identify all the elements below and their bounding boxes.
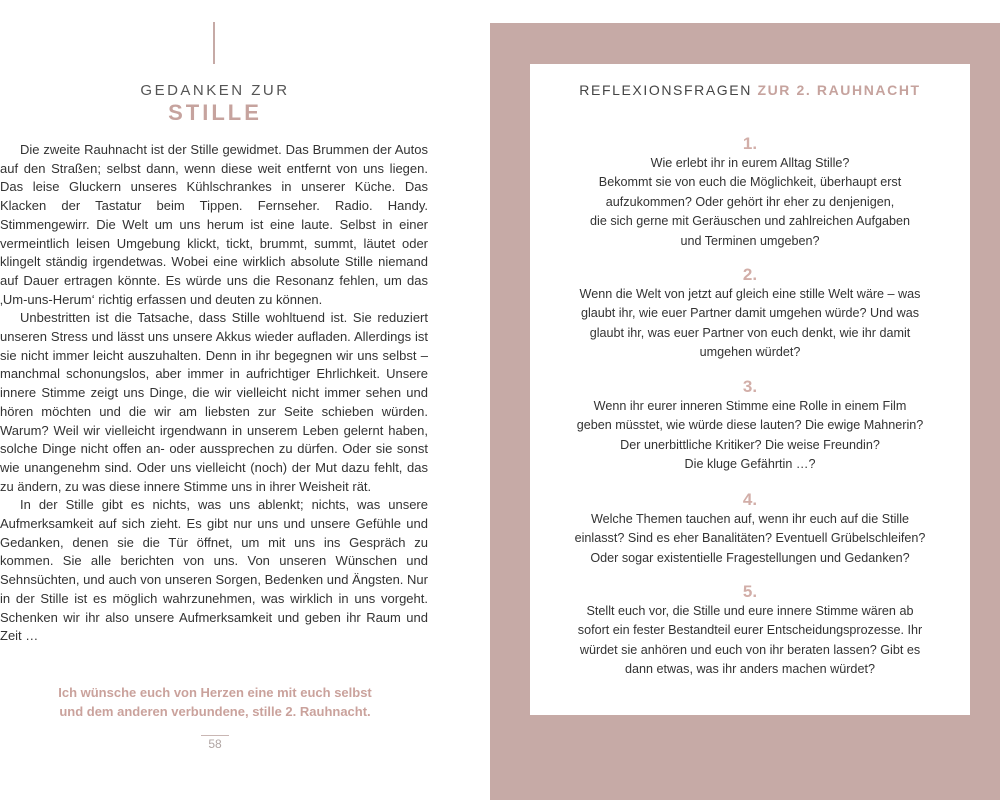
question-4 (530, 490, 970, 568)
question-number: 3. (742, 377, 758, 396)
question-line: geben müsstet, wie würde diese lauten? Die ewige Mahnerin? (576, 418, 924, 433)
closing-wish-line: Ich wünsche euch von Herzen eine mit euch selbst (58, 685, 372, 700)
question-line: Stellt euch vor, die Stille und eure innere Stimme wären ab (586, 604, 914, 618)
question-line: Der unerbittliche Kritiker? Die weise Freundin? (620, 437, 880, 452)
closing-wish-line: und dem anderen verbundene, stille 2. Rauhnacht. (59, 704, 371, 719)
question-line: aufzukommen? Oder gehört ihr eher zu denjenigen, (605, 194, 895, 209)
question-line: dann etwas, was ihr anders machen würdet? (625, 662, 875, 677)
question-number: 4. (742, 490, 758, 509)
question-2 (530, 265, 970, 363)
question-line: und Terminen umgeben? (680, 233, 820, 248)
page-number-rule (201, 735, 229, 736)
question-line: Welche Themen tauchen auf, wenn ihr euch auf die Stille (590, 512, 910, 526)
question-number: 1. (742, 134, 758, 153)
question-line: Wie erlebt ihr in eurem Alltag Stille? (650, 156, 850, 170)
page-number: 58 (208, 737, 222, 751)
card-title-accent: ZUR 2. RAUHNACHT (757, 82, 921, 98)
top-divider (213, 22, 215, 64)
question-5 (530, 582, 970, 680)
question-3 (530, 377, 970, 475)
body-paragraph: Unbestritten ist die Tatsache, dass Stille wohltuend ist. Sie reduziert unseren Stress und lässt uns unsere Akkus wieder aufladen. Allerdings ist sie nicht immer leicht auszuhalten. Denn in ihr begegnen wir uns selbst – manchmal schonungslos, aber immer in aufrichtiger Ehrlichkeit. Unsere innere Stimme zeigt uns Dinge, die wir vielleicht nicht immer sehen und hören möchten und die wir am liebsten zur Seite schieben würden. Warum? Weil wir vielleicht irgendwann in unserem Leben gelernt haben, solche Dinge nicht offen an- oder aussprechen zu dürfen. Oder sie sonst wie unangenehm sind. Oder uns vielleicht (noch) der Mut dazu fehlt, das zu ändern, zu was diese innere Stimme uns in ihrer Weisheit rät. (0, 310, 428, 494)
question-text (530, 154, 970, 251)
question-line: einlasst? Sind es eher Banalitäten? Eventuell Grübelschleifen? (574, 531, 926, 546)
question-line: die sich gerne mit Geräuschen und zahlreichen Aufgaben (590, 214, 910, 229)
section-kicker: GEDANKEN ZUR (140, 82, 290, 99)
reflection-card (530, 64, 970, 715)
question-text (530, 397, 970, 475)
question-line: Bekommt sie von euch die Möglichkeit, überhaupt erst (598, 175, 902, 190)
card-title-main: REFLEXIONSFRAGEN (579, 82, 752, 98)
card-title (530, 82, 970, 98)
question-text (530, 510, 970, 568)
question-line: glaubt ihr, was euer Partner von euch denkt, wie ihr damit (589, 325, 911, 340)
question-line: umgehen würdet? (699, 345, 801, 360)
question-line: sofort ein fester Bestandteil eurer Entscheidungsprozesse. Ihr (577, 623, 923, 638)
body-paragraph: Die zweite Rauhnacht ist der Stille gewidmet. Das Brummen der Autos auf den Straßen; selbst dann, wenn diese weit entfernt von uns liegen. Das leise Gluckern unseres Kühlschrankes in unserer Küche. Das Klacken der Tastatur beim Tippen. Fernseher. Radio. Handy. Stimmengewirr. Die Welt um uns herum ist eine laute. Selbst in einer vermeintlich leisen Umgebung klickt, tickt, brummt, summt, läutet oder klingelt ständig irgendetwas. Wobei eine wirklich absolute Stille niemand auf Dauer ertragen könnte. Es würde uns die Resonanz fehlen, um das ‚Um-uns-Herum‘ richtig erfassen und deuten zu können. (0, 142, 428, 307)
question-line: glaubt ihr, wie euer Partner damit umgehen würde? Und was (580, 306, 920, 321)
question-line: Wenn ihr eurer inneren Stimme eine Rolle in einem Film (593, 399, 907, 413)
body-paragraph: In der Stille gibt es nichts, was uns ablenkt; nichts, was unsere Aufmerksamkeit auf sich zieht. Es gibt nur uns und unsere Gefühle und Gedanken, denen sie die Tür öffnet, um mit uns ins Gespräch zu kommen. Sie alle berichten von uns. Von unseren Wünschen und Sehnsüchten, und auch von unseren Sorgen, Bedenken und Ängsten. Nur in der Stille ist es möglich wahrzunehmen, was wirklich in uns vorgeht. Schenken wir ihr also unsere Aufmerksamkeit und geben ihr Raum und Zeit … (0, 497, 428, 644)
question-line: Wenn die Welt von jetzt auf gleich eine stille Welt wäre – was (579, 287, 921, 301)
right-page-top-margin (490, 0, 1000, 23)
body-text (0, 141, 428, 646)
question-text (530, 285, 970, 363)
closing-wish (0, 683, 430, 721)
question-number: 2. (742, 265, 758, 284)
question-line: würdet sie anhören und euch von ihr beraten lassen? Gibt es (579, 642, 921, 657)
question-number: 5. (742, 582, 758, 601)
left-page (0, 0, 490, 800)
question-text (530, 602, 970, 680)
question-1 (530, 134, 970, 251)
question-line: Die kluge Gefährtin …? (684, 457, 816, 472)
question-line: Oder sogar existentielle Fragestellungen und Gedanken? (590, 550, 910, 565)
section-headline: STILLE (168, 100, 262, 125)
